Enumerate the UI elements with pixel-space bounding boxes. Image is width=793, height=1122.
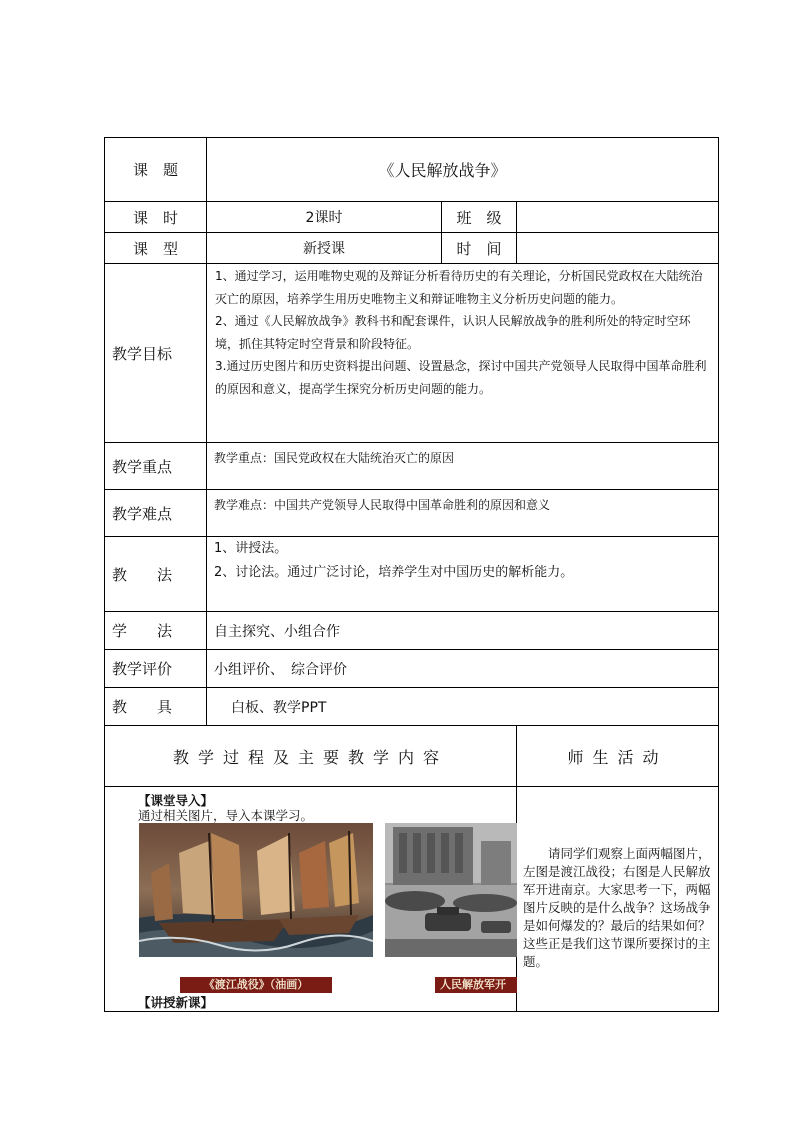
evaluation-label: 教学评价 [105,650,207,688]
teach-method-item: 2、讨论法。通过广泛讨论，培养学生对中国历史的解析能力。 [214,565,574,580]
time-label: 时 间 [442,233,517,264]
new-lesson-heading: 【讲授新课】 [138,995,214,1010]
goals-content [207,264,719,443]
class-label: 班 级 [442,202,517,233]
nanjing-photo [385,823,517,957]
goal-item: 2、通过《人民解放战争》教科书和配套课件，认识人民解放战争的胜利所处的特定时空环境，抓住其特定时空背景和阶段特征。 [215,314,691,351]
crossing-river-painting [139,823,373,957]
key-point-value: 教学重点：国民党政权在大陆统治灭亡的原因 [207,443,719,490]
activity-text: 请同学们观察上面两幅图片，左图是渡江战役；右图是人民解放军开进南京。大家思考一下，两幅图片反映的是什么战争？这场战争是如何爆发的？最后的结果如何？这些正是我们这节课所要探讨的主题。 [517,787,719,1012]
process-content [105,787,517,1012]
process-header: 教学过程及主要教学内容 [105,726,517,787]
learn-method-label: 学 法 [105,612,207,650]
caption-crossing-river: 《渡江战役》（油画） [180,977,332,993]
difficulty-value: 教学难点：中国共产党领导人民取得中国革命胜利的原因和意义 [207,490,719,537]
goal-item: 3.通过历史图片和历史资料提出问题、设置悬念，探讨中国共产党领导人民取得中国革命胜利的原因和意义，提高学生探究分析历史问题的能力。 [215,359,707,396]
lesson-plan-table [104,137,719,1012]
lesson-title: 《人民解放战争》 [207,138,719,202]
type-value: 新授课 [207,233,442,264]
time-value [517,233,719,264]
tools-value: 白板、教学PPT [207,688,719,726]
class-value [517,202,719,233]
intro-heading: 【课堂导入】 [138,793,214,808]
caption-nanjing: 人民解放军开 [435,977,517,993]
hours-label: 课 时 [105,202,207,233]
hours-value: 2课时 [207,202,442,233]
difficulty-label: 教学难点 [105,490,207,537]
evaluation-value: 小组评价、 综合评价 [207,650,719,688]
key-point-label: 教学重点 [105,443,207,490]
teach-method-label: 教 法 [105,537,207,612]
learn-method-value: 自主探究、小组合作 [207,612,719,650]
tools-label: 教 具 [105,688,207,726]
type-label: 课 型 [105,233,207,264]
intro-text: 通过相关图片，导入本课学习。 [138,808,314,823]
topic-label: 课 题 [105,138,207,202]
teach-method-item: 1、讲授法。 [214,541,288,556]
goals-label: 教学目标 [105,264,207,443]
teach-method-content [207,537,719,612]
activity-header: 师生活动 [517,726,719,787]
goal-item: 1、通过学习，运用唯物史观的及辩证分析看待历史的有关理论，分析国民党政权在大陆统治灭亡的原因，培养学生用历史唯物主义和辩证唯物主义分析历史问题的能力。 [215,269,703,306]
lesson-plan-sheet [104,137,718,1013]
